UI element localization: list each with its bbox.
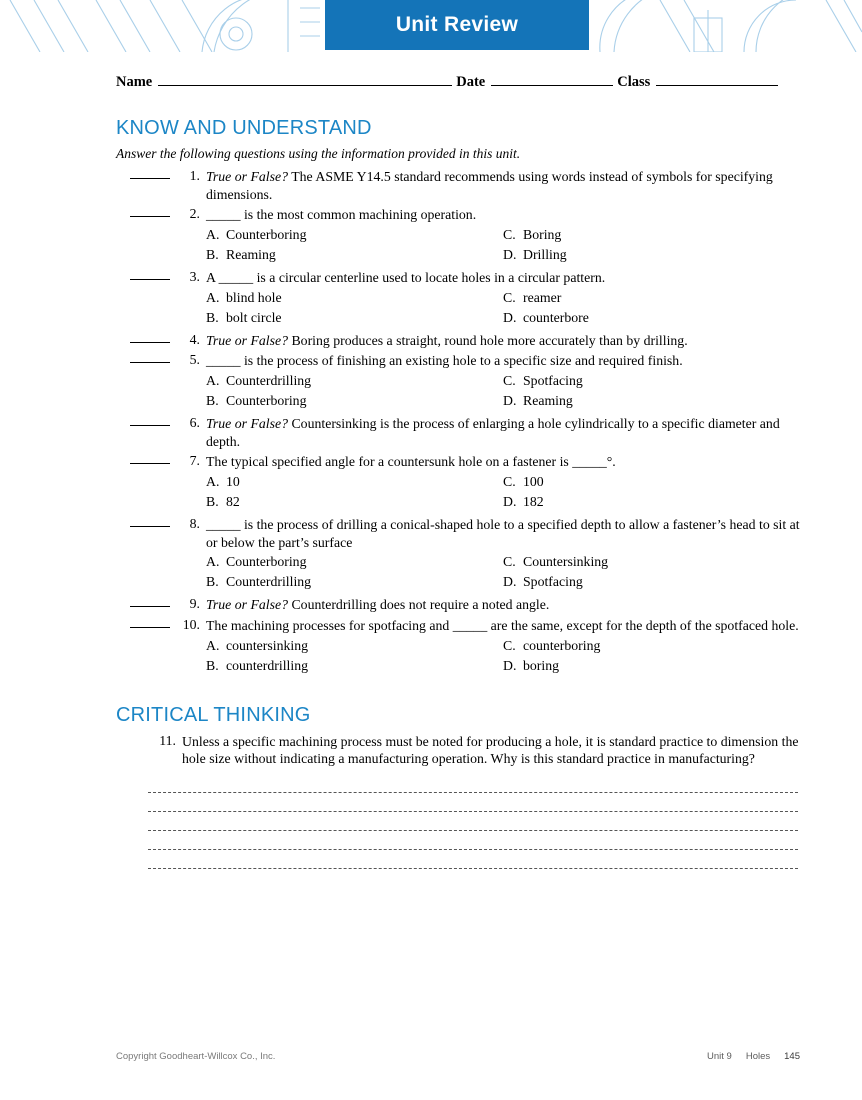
question-text: _____ is the process of finishing an existing hole to a specific size and required finish. bbox=[206, 353, 683, 369]
question-text: A _____ is a circular centerline used to locate holes in a circular pattern. bbox=[206, 269, 606, 285]
question-text bbox=[206, 332, 800, 350]
section-instructions: Answer the following questions using the information provided in this unit. bbox=[116, 146, 521, 161]
question-body: Counterdrilling does not require a noted angle. bbox=[291, 597, 550, 613]
choice-letter: D. bbox=[503, 309, 517, 325]
class-label: Class bbox=[617, 74, 651, 90]
choice-letter: C. bbox=[503, 637, 516, 653]
choice-column-left bbox=[206, 290, 503, 330]
date-label: Date bbox=[456, 74, 486, 90]
choice-option[interactable] bbox=[206, 290, 503, 306]
section-heading-know-and-understand: KNOW AND UNDERSTAND bbox=[116, 117, 372, 139]
choice-text: Reaming bbox=[523, 392, 573, 408]
question-number: 1. bbox=[189, 168, 200, 183]
page-footer bbox=[0, 1051, 862, 1062]
choice-option[interactable] bbox=[206, 393, 503, 409]
choice-option[interactable] bbox=[503, 638, 800, 654]
choice-option[interactable] bbox=[503, 658, 800, 674]
choice-option[interactable] bbox=[503, 554, 800, 570]
choice-text: counterbore bbox=[523, 309, 589, 325]
choice-letter: A. bbox=[206, 637, 220, 653]
choice-option[interactable] bbox=[503, 227, 800, 243]
choice-letter: A. bbox=[206, 473, 220, 489]
choice-text: Counterboring bbox=[226, 226, 307, 242]
answer-write-in-area[interactable] bbox=[116, 774, 800, 869]
true-or-false-prefix: True or False? bbox=[206, 415, 289, 431]
question-item bbox=[116, 453, 800, 471]
choice-option[interactable] bbox=[206, 638, 503, 654]
choice-option[interactable] bbox=[503, 290, 800, 306]
choice-letter: B. bbox=[206, 246, 219, 262]
choice-letter: B. bbox=[206, 657, 219, 673]
choice-option[interactable] bbox=[503, 247, 800, 263]
choice-text: 10 bbox=[226, 473, 240, 489]
question-number: 7. bbox=[189, 453, 200, 469]
question-item bbox=[116, 596, 800, 614]
choice-text: counterdrilling bbox=[226, 657, 308, 673]
question-body: Boring produces a straight, round hole more accurately than by drilling. bbox=[291, 332, 688, 348]
choice-column-left bbox=[206, 227, 503, 267]
answer-blank[interactable] bbox=[130, 596, 170, 607]
class-input[interactable] bbox=[656, 74, 778, 86]
choice-letter: A. bbox=[206, 554, 220, 570]
question-body: The ASME Y14.5 standard recommends using words instead of symbols for specifying dimensions. bbox=[206, 169, 773, 202]
answer-line[interactable] bbox=[148, 793, 798, 812]
choice-text: blind hole bbox=[226, 289, 282, 305]
choice-column-right bbox=[503, 290, 800, 330]
choice-letter: C. bbox=[503, 554, 516, 570]
question-text bbox=[206, 415, 800, 450]
answer-blank[interactable] bbox=[130, 269, 170, 280]
question-item bbox=[116, 168, 800, 203]
choice-text: bolt circle bbox=[226, 309, 282, 325]
question-number: 4. bbox=[189, 331, 200, 347]
choice-text: 100 bbox=[523, 473, 544, 489]
answer-blank[interactable] bbox=[130, 352, 170, 363]
choice-option[interactable] bbox=[206, 474, 503, 490]
choice-letter: C. bbox=[503, 473, 516, 489]
choice-option[interactable] bbox=[206, 247, 503, 263]
choice-group bbox=[116, 290, 800, 330]
choice-letter: D. bbox=[503, 246, 517, 262]
question-text: _____ is the most common machining operation. bbox=[206, 207, 477, 223]
copyright-text: Copyright Goodheart-Willcox Co., Inc. bbox=[116, 1051, 276, 1062]
question-number: 9. bbox=[189, 596, 200, 612]
question-text bbox=[206, 168, 800, 203]
choice-letter: D. bbox=[503, 493, 517, 509]
choice-option[interactable] bbox=[503, 474, 800, 490]
choice-column-right bbox=[503, 554, 800, 594]
choice-option[interactable] bbox=[503, 494, 800, 510]
answer-blank[interactable] bbox=[130, 453, 170, 464]
choice-text: Counterdrilling bbox=[226, 372, 312, 388]
answer-blank[interactable] bbox=[130, 415, 170, 426]
choice-letter: B. bbox=[206, 309, 219, 325]
choice-letter: C. bbox=[503, 226, 516, 242]
true-or-false-prefix: True or False? bbox=[206, 332, 289, 348]
choice-text: Counterdrilling bbox=[226, 574, 312, 590]
topic-label: Holes bbox=[745, 1051, 771, 1062]
choice-letter: B. bbox=[206, 493, 219, 509]
name-input[interactable] bbox=[158, 74, 452, 86]
question-text: The typical specified angle for a countersunk hole on a fastener is _____°. bbox=[206, 454, 616, 470]
answer-line[interactable] bbox=[148, 850, 798, 869]
answer-blank[interactable] bbox=[130, 617, 170, 628]
choice-text: Spotfacing bbox=[523, 372, 583, 388]
page-body bbox=[0, 74, 862, 869]
choice-option[interactable] bbox=[206, 227, 503, 243]
question-item bbox=[116, 617, 800, 635]
question-item bbox=[116, 206, 800, 224]
question-item bbox=[116, 269, 800, 287]
choice-letter: B. bbox=[206, 392, 219, 408]
choice-column-left bbox=[206, 638, 503, 678]
choice-column-left bbox=[206, 554, 503, 594]
choice-letter: D. bbox=[503, 574, 517, 590]
choice-text: 182 bbox=[523, 493, 544, 509]
choice-text: countersinking bbox=[226, 637, 308, 653]
question-text: Unless a specific machining process must be noted for producing a hole, it is standard practice to dimension the hole size without indicating a manufacturing operation. Why is this standard practice in manufacturing? bbox=[182, 733, 799, 767]
true-or-false-prefix: True or False? bbox=[206, 597, 289, 613]
choice-group bbox=[116, 373, 800, 413]
true-or-false-prefix: True or False? bbox=[206, 169, 289, 184]
choice-letter: D. bbox=[503, 657, 517, 673]
choice-letter: A. bbox=[206, 372, 220, 388]
choice-option[interactable] bbox=[206, 554, 503, 570]
choice-option[interactable] bbox=[206, 574, 503, 590]
question-number: 11. bbox=[159, 732, 176, 748]
choice-option[interactable] bbox=[206, 373, 503, 389]
answer-line[interactable] bbox=[148, 774, 798, 793]
page-title: Unit Review bbox=[395, 13, 519, 36]
section-heading-critical-thinking: CRITICAL THINKING bbox=[116, 703, 311, 726]
choice-column-right bbox=[503, 373, 800, 413]
question-item bbox=[116, 516, 800, 551]
choice-option[interactable] bbox=[503, 310, 800, 326]
question-number: 5. bbox=[189, 352, 200, 368]
name-label: Name bbox=[116, 74, 153, 90]
choice-option[interactable] bbox=[503, 393, 800, 409]
choice-option[interactable] bbox=[206, 310, 503, 326]
question-item bbox=[116, 352, 800, 370]
question-number: 2. bbox=[189, 206, 200, 222]
choice-text: 82 bbox=[226, 493, 240, 509]
choice-letter: B. bbox=[206, 574, 219, 590]
footer-meta bbox=[707, 1051, 800, 1062]
answer-blank[interactable] bbox=[130, 516, 170, 527]
question-text: The machining processes for spotfacing and _____ are the same, except for the depth of the spotfaced hole. bbox=[206, 617, 799, 633]
choice-group bbox=[116, 638, 800, 678]
choice-column-left bbox=[206, 474, 503, 514]
choice-column-right bbox=[503, 638, 800, 678]
answer-blank[interactable] bbox=[130, 332, 170, 343]
question-number: 10. bbox=[182, 616, 200, 632]
date-input[interactable] bbox=[491, 74, 613, 86]
choice-letter: D. bbox=[503, 392, 517, 408]
question-text: _____ is the process of drilling a conical-shaped hole to a specified depth to allow a fastener’s head to sit at or below the part’s surface bbox=[206, 516, 800, 550]
question-number: 6. bbox=[189, 414, 200, 430]
question-list bbox=[116, 168, 800, 678]
answer-line[interactable] bbox=[148, 812, 798, 831]
choice-column-right bbox=[503, 474, 800, 514]
choice-letter: A. bbox=[206, 226, 220, 242]
choice-text: Counterboring bbox=[226, 554, 307, 570]
page-number: 145 bbox=[784, 1051, 800, 1062]
choice-text: counterboring bbox=[523, 637, 601, 653]
choice-group bbox=[116, 474, 800, 514]
answer-blank[interactable] bbox=[130, 206, 170, 217]
choice-letter: A. bbox=[206, 289, 220, 305]
choice-text: Reaming bbox=[226, 246, 276, 262]
choice-text: reamer bbox=[523, 289, 562, 305]
critical-thinking-question bbox=[116, 733, 800, 768]
choice-text: Drilling bbox=[523, 246, 567, 262]
choice-text: Spotfacing bbox=[523, 574, 583, 590]
choice-text: Boring bbox=[523, 226, 562, 242]
question-number: 3. bbox=[189, 268, 200, 284]
header-title-band bbox=[325, 0, 589, 50]
question-item bbox=[116, 332, 800, 350]
choice-column-left bbox=[206, 373, 503, 413]
choice-option[interactable] bbox=[503, 373, 800, 389]
choice-text: Countersinking bbox=[523, 554, 609, 570]
identity-line bbox=[116, 74, 800, 91]
question-text bbox=[206, 596, 800, 614]
choice-option[interactable] bbox=[206, 658, 503, 674]
choice-option[interactable] bbox=[503, 574, 800, 590]
choice-group bbox=[116, 554, 800, 594]
question-item bbox=[116, 415, 800, 450]
choice-letter: C. bbox=[503, 372, 516, 388]
choice-column-right bbox=[503, 227, 800, 267]
answer-blank[interactable] bbox=[130, 168, 170, 179]
unit-label: Unit 9 bbox=[707, 1051, 732, 1062]
choice-text: Counterboring bbox=[226, 392, 307, 408]
choice-group bbox=[116, 227, 800, 267]
question-number: 8. bbox=[189, 515, 200, 531]
question-body: Countersinking is the process of enlarging a hole cylindrically to a specific diameter and depth. bbox=[206, 415, 780, 449]
answer-line[interactable] bbox=[148, 831, 798, 850]
page-header bbox=[0, 0, 862, 52]
choice-text: boring bbox=[523, 657, 560, 673]
choice-option[interactable] bbox=[206, 494, 503, 510]
choice-letter: C. bbox=[503, 289, 516, 305]
